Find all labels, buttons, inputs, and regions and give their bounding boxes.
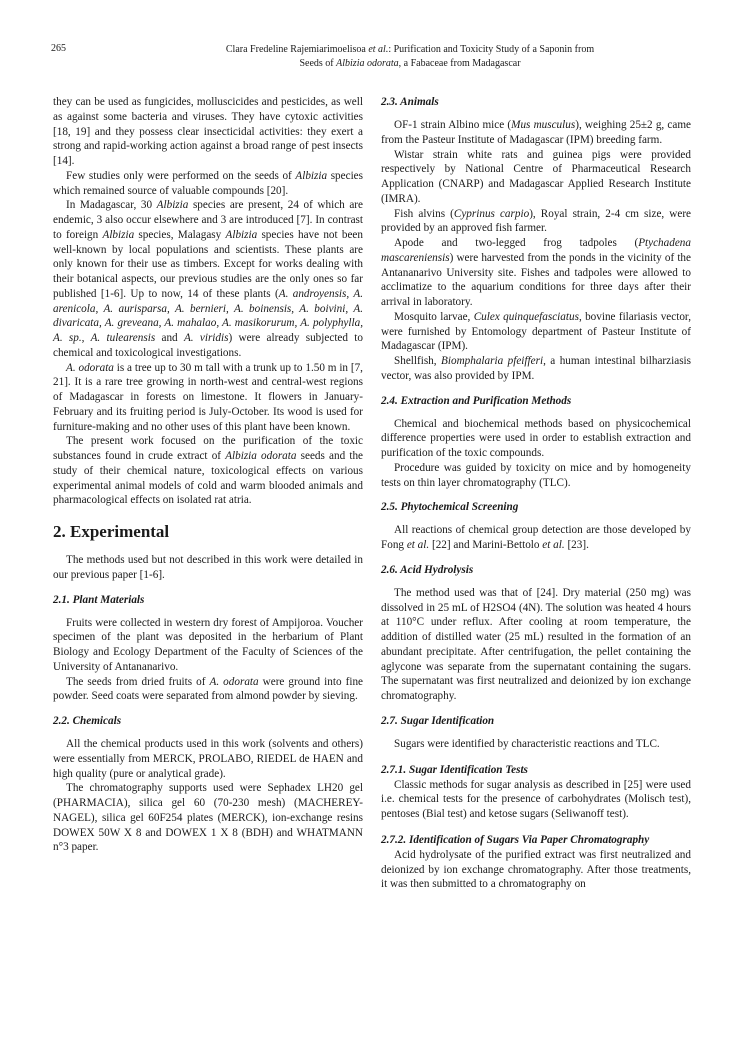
- paragraph-fruits: Fruits were collected in western dry forest of Ampijoroa. Voucher specimen of the plant was deposited in the herbarium of Plant Biology and Ecology Department of the Faculty of Sciences of the University of Antananarivo.: [53, 616, 363, 673]
- paragraph-madagascar: In Madagascar, 30 Albizia species are present, 24 of which are endemic, 3 also occur elsewhere and 3 are introduced [7]. In contrast to foreign Albizia species, Malagasy Albizia species have not been well-known by local populations and scientists. These plants are only known for their use as timbers. Except for works dealing with their botanical aspects, our previous studies are the only ones so far published [1-6]. Up to now, 14 of these plants (A. androyensis, A. arenicola, A. aurisparsa, A. bernieri, A. boinensis, A. boivini, A. divaricata, A. greveana, A. mahalao, A. masikorurum, A. polyphylla, A. sp., A. tulearensis and A. viridis) were already subjected to chemical and toxicological investigations.: [53, 199, 363, 359]
- running-head: [130, 43, 690, 71]
- section-heading-experimental: 2. Experimental: [53, 522, 170, 541]
- paragraph-extraction-1: Chemical and biochemical methods based on physicochemical difference properties were used in order to establish extraction and purification of the toxic compounds.: [381, 417, 691, 459]
- running-head-etal: et al.: [365, 44, 389, 55]
- paragraph-mosquito: Mosquito larvae, Culex quinquefasciatus, bovine filariasis vector, were furnished by Entomology department of Pasteur Institute of Madagascar (IPM).: [381, 310, 691, 353]
- paragraph-mice: OF-1 strain Albino mice (Mus musculus), weighing 25±2 g, came from the Pasteur Institute of Madagascar (IPM) breeding farm.: [381, 119, 691, 146]
- subsection-heading-sugar-identification: 2.7. Sugar Identification: [381, 714, 495, 727]
- left-column: [53, 95, 363, 855]
- paragraph-extraction-2: Procedure was guided by toxicity on mice and by homogeneity tests on thin layer chromatography (TLC).: [381, 461, 691, 489]
- paragraph-shellfish: Shellfish, Biomphalaria pfeifferi, a human intestinal bilharziasis vector, was also provided by IPM.: [381, 355, 692, 382]
- paragraph-chemicals-2: The chromatography supports used were Sephadex LH20 gel (PHARMACIA), silica gel 60 (70-230 mesh) (MACHEREY-NAGEL), silica gel 60F254 plates (MERCK), ion-exchange resins DOWEX 50W X 8 and DOWEX 1 X 8 (BDH) and WHATMANN n°3 paper.: [53, 782, 363, 854]
- paragraph-acid-hydrolysis: The method used was that of [24]. Dry material (250 mg) was dissolved in 25 mL of H2SO4 (4N). The solution was heated 4 hours at 110°C under reflux. After cooling at room temperature, the addition of distilled water (25 mL) resulted in the formation of an abundant precipitate. After centrifugation, the pellet containing the aglycone was separate from the supernatant containing the sugars. The supernatant was first neutralized and deionized by ion exchange chromatography.: [381, 586, 691, 702]
- paragraph-intro-continued: they can be used as fungicides, molluscicides and pesticides, as well as against some bacteria and viruses. They have cytoxic activities [18, 19] and they possess clear insecticidal activities: they exert a strong and rapid-working action against a broad range of pest insects [14].: [53, 96, 363, 167]
- running-head-title-2a: Seeds of: [299, 58, 337, 69]
- paragraph-few-studies: Few studies only were performed on the seeds of Albizia species which remained source of valuable compounds [20].: [53, 169, 364, 197]
- paragraph-chemicals-1: All the chemical products used in this work (solvents and others) were essentially from MERCK, PROLABO, RIEDEL de HAEN and high quality (pure or analytical grade).: [53, 738, 363, 780]
- subsection-heading-animals: 2.3. Animals: [381, 96, 439, 108]
- running-head-title-1: : Purification and Toxicity Study of a Saponin from: [388, 44, 595, 55]
- subsection-heading-phytochemical: 2.5. Phytochemical Screening: [381, 501, 519, 514]
- running-head-authors: Clara Fredeline Rajemiarimoelisoa: [225, 44, 366, 55]
- paragraph-sugar-tests: Classic methods for sugar analysis as described in [25] were used i.e. chemical tests for the presence of carbohydrates (Molisch test), pentoses (Bial test) and ketose sugars (Seliwanoff test).: [381, 778, 691, 820]
- paragraph-seeds: The seeds from dried fruits of A. odorata were ground into fine powder. Seed coats were separated from almond powder by sieving.: [53, 675, 363, 703]
- subsubsection-heading-paper-chromatography: 2.7.2. Identification of Sugars Via Paper Chromatography: [381, 833, 650, 846]
- paragraph-phytochemical: All reactions of chemical group detection are those developed by Fong et al. [22] and Marini-Bettolo et al. [23].: [381, 524, 691, 551]
- page-number: 265: [51, 43, 66, 54]
- running-head-title-2b: , a Fabaceae from Madagascar: [398, 58, 521, 69]
- paragraph-methods: The methods used but not described in this work were detailed in our previous paper [1-6].: [53, 554, 363, 581]
- paragraph-sugar: Sugars were identified by characteristic reactions and TLC.: [394, 737, 660, 750]
- subsection-heading-acid-hydrolysis: 2.6. Acid Hydrolysis: [381, 563, 474, 576]
- subsection-heading-chemicals: 2.2. Chemicals: [53, 715, 122, 727]
- subsection-heading-plant-materials: 2.1. Plant Materials: [53, 593, 145, 606]
- paragraph-paper-chromatography: Acid hydrolysate of the purified extract was first neutralized and deionized by ion exchange chromatography. After those treatments, it was then submitted to a chromatography on: [381, 848, 691, 891]
- paragraph-rats: Wistar strain white rats and guinea pigs were provided respectively by National Centre of Pharmaceutical Research Application (CNARP) and Madagascar Applied Research Institute (IMRA).: [381, 148, 691, 205]
- right-column: [381, 95, 691, 892]
- paragraph-fish: Fish alvins (Cyprinus carpio), Royal strain, 2-4 cm size, were provided by an approved fish farmer.: [381, 207, 692, 235]
- paragraph-tadpoles: Apode and two-legged frog tadpoles (Ptychadena mascareniensis) were harvested from the ponds in the vicinity of the Antananarivo University site. Fishes and tadpoles were allowed to acclimatize to the aquarium conditions for three days after their arrival in laboratory.: [381, 237, 691, 308]
- paragraph-odorata: A. odorata is a tree up to 30 m tall with a trunk up to 1.50 m in [7, 21]. It is a rare tree growing in north-west and central-west regions of Madagascar in forests on limestone. It flowers in January-February and its fruiting period is July-October. Its wood is used for furniture-making and no other uses of this plant have been known.: [53, 361, 363, 433]
- subsection-heading-extraction: 2.4. Extraction and Purification Methods: [381, 394, 572, 407]
- running-head-species: Albizia odorata: [336, 58, 399, 69]
- paragraph-present-work: The present work focused on the purification of the toxic substances found in crude extract of Albizia odorata seeds and the study of their chemical nature, toxicological effects on various experimental animal models of cold and warm blooded animals and pharmacological effects on isolated rat atria.: [53, 435, 364, 507]
- subsubsection-heading-sugar-tests: 2.7.1. Sugar Identification Tests: [381, 763, 528, 776]
